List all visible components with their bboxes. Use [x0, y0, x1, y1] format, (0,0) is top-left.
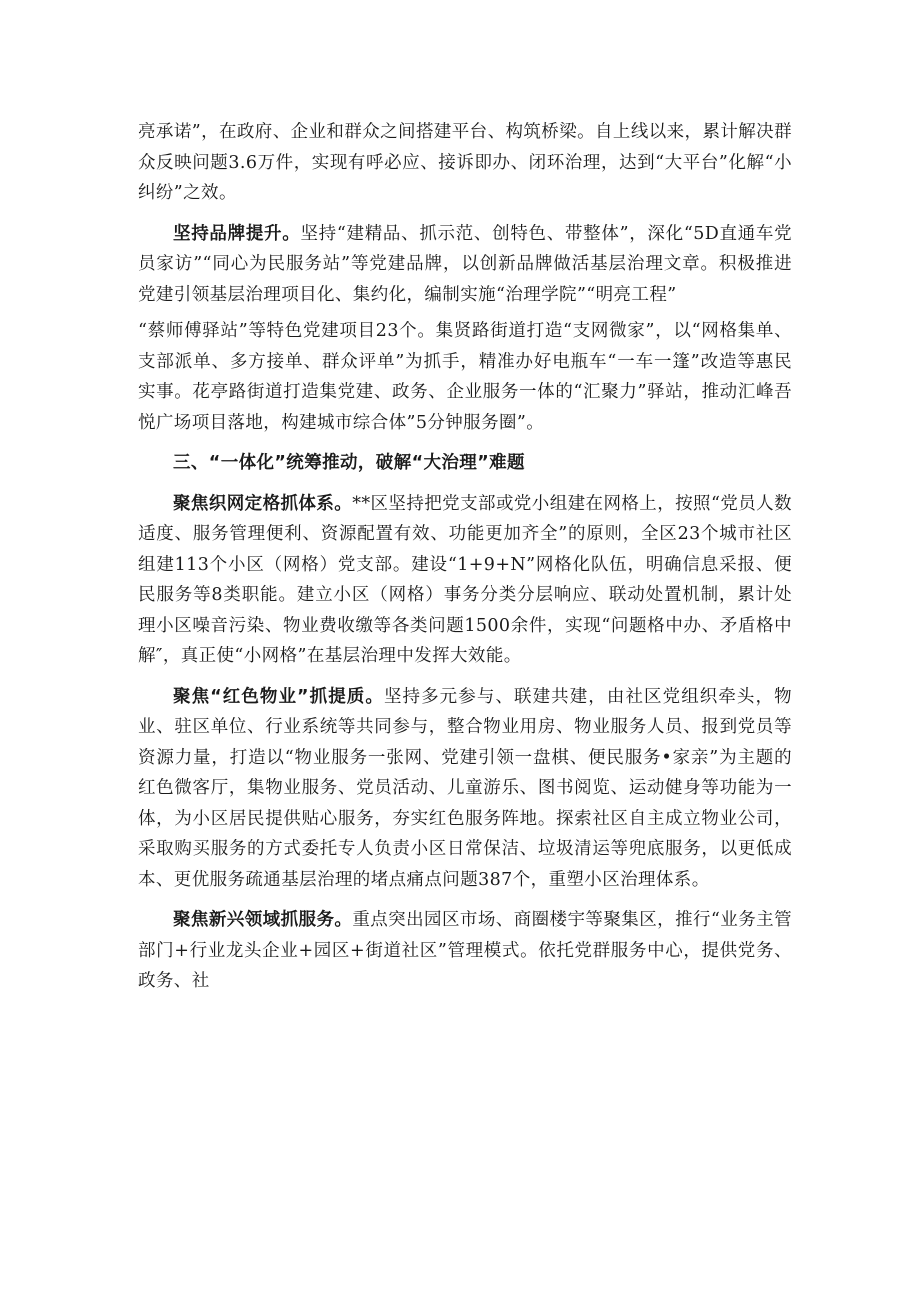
paragraph-grid-text: **区坚持把党支部或党小组建在网格上，按照“党员人数适度、服务管理便利、资源配置有效、功能更加齐全”的原则，全区23个城市社区组建113个小区（网格）党支部。建设“1+9+N”网格化队伍，明确信息采报、便民服务等8类职能。建立小区（网格）事务分类分层响应、联动处置机制，累计处理小区噪音污染、物业费收缴等各类问题1500余件，实现“问题格中办、矛盾格中解″，真正使“小网格”在基层治理中发挥大效能。 [138, 493, 792, 666]
paragraph-grid [138, 489, 792, 672]
paragraph-brand [138, 219, 792, 311]
paragraph-1-text: 亮承诺”，在政府、企业和群众之间搭建平台、构筑桥梁。自上线以来，累计解决群众反映问题3.6万件，实现有呼必应、接诉即办、闭环治理，达到“大平台”化解“小纠纷”之效。 [138, 122, 792, 203]
paragraph-brand-continued-text: “蔡师傅驿站”等特色党建项目23个。集贤路街道打造“支网微家”，以“网格集单、支部派单、多方接单、群众评单”为抓手，精准办好电瓶车“一车一篷”改造等惠民实事。花亭路街道打造集党建、政务、企业服务一体的“汇聚力”驿站，推动汇峰吾悦广场项目落地，构建城市综合体”5分钟服务圈”。 [138, 321, 792, 433]
paragraph-brand-text: 坚持“建精品、抓示范、创特色、带整体”，深化“5D直通车党员家访”“同心为民服务站”等党建品牌，以创新品牌做活基层治理文章。积极推进党建引领基层治理项目化、集约化，编制实施“治理学院”“明亮工程” [138, 223, 792, 305]
paragraph-new-fields-text: 重点突出园区市场、商圈楼宇等聚集区，推行“业务主管部门+行业龙头企业+园区+街道社区”管理模式。依托党群服务中心，提供党务、政务、社 [138, 910, 792, 991]
paragraph-brand-continued [138, 316, 792, 438]
paragraph-new-fields [138, 905, 792, 997]
paragraph-grid-lead: 聚焦织网定格抓体系。 [173, 493, 353, 514]
paragraph-brand-lead: 坚持品牌提升。 [173, 223, 301, 244]
paragraph-1 [138, 117, 792, 209]
paragraph-red-property-lead: 聚焦“红色物业”抓提质。 [173, 686, 384, 707]
paragraph-red-property [138, 682, 792, 896]
section-heading-3: 三、“一体化”统筹推动，破解“大治理”难题 [173, 453, 525, 473]
paragraph-red-property-text: 坚持多元参与、联建共建，由社区党组织牵头，物业、驻区单位、行业系统等共同参与，整合物业用房、物业服务人员、报到党员等资源力量，打造以“物业服务一张网、党建引领一盘棋、便民服务•家亲”为主题的红色微客厅，集物业服务、党员活动、儿童游乐、图书阅览、运动健身等功能为一体，为小区居民提供贴心服务，夯实红色服务阵地。探索社区自主成立物业公司，采取购买服务的方式委托专人负责小区日常保洁、垃圾清运等兜底服务，以更低成本、更优服务疏通基层治理的堵点痛点问题387个，重塑小区治理体系。 [138, 686, 792, 890]
paragraph-new-fields-lead: 聚焦新兴领域抓服务。 [173, 910, 353, 930]
